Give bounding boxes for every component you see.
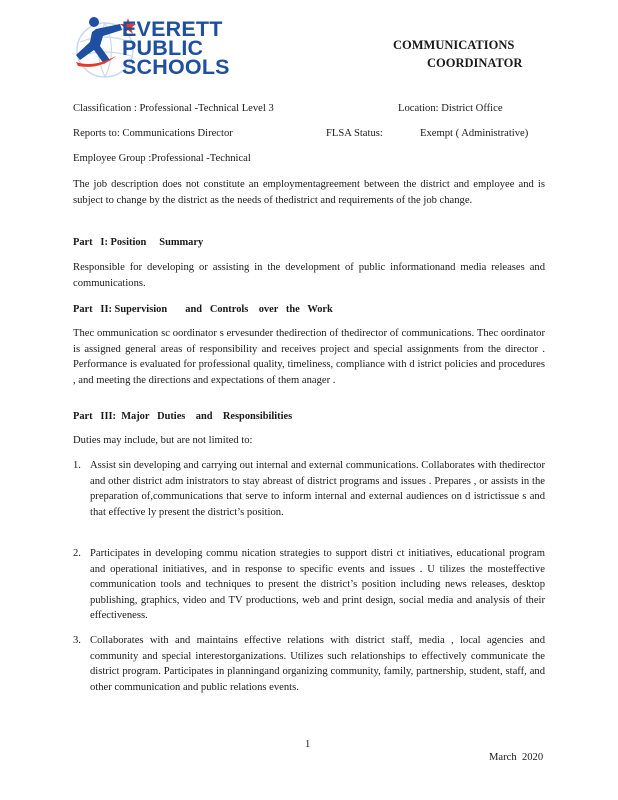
list-item-number: 3.: [73, 635, 81, 646]
part-1-heading: Part I: Position Summary: [73, 237, 204, 248]
part-1-body: Responsible for developing or assisting in the development of public informationand media releases and communications.: [73, 262, 545, 289]
logo-line-1: EVERETT: [122, 17, 223, 41]
list-item: [73, 546, 545, 624]
job-title-line-1: COMMUNICATIONS: [393, 38, 515, 52]
list-item-number: 1.: [73, 460, 81, 471]
list-item: [73, 633, 545, 695]
logo-line-3: SCHOOLS: [122, 55, 230, 79]
reports-to: Reports to: Communications Director: [73, 128, 233, 139]
disclaimer: The job description does not constitute an employmentagreement between the district and employee and is subject to change by the district as the needs of thedistrict and requirements of the job change.: [73, 179, 545, 206]
logo-line-2: PUBLIC: [122, 36, 204, 60]
list-item-text: Assist sin developing and carrying out internal and external communications. Collaborates with thedirector and other district adm inistrators to stay abreast of district programs and issues . Prepares , or assists in the preparation of,communications that serve to inform internal and external audiences on d istrictissue s and that effective ly present the district’s position.: [90, 460, 545, 518]
part-2-heading: Part II: Supervision and Controls over the Work: [73, 304, 333, 315]
part-3-intro: Duties may include, but are not limited to:: [73, 435, 253, 446]
footer-date: March 2020: [489, 752, 544, 763]
district-logo: [70, 12, 240, 80]
classification: Classification : Professional -Technical Level 3: [73, 103, 274, 114]
location: Location: District Office: [398, 103, 503, 114]
job-title-line-2: COORDINATOR: [427, 56, 523, 70]
part-3-heading: Part III: Major Duties and Responsibilities: [73, 411, 293, 422]
page-number: 1: [305, 739, 311, 750]
list-item-text: Participates in developing commu nication strategies to support distri ct initiatives, educational program and operational initiatives, and in response to specific events and issues . U tilizes the mosteffective communication tools and techniques to present the district’s position including news releases, desktop publishing, graphics, video and TV productions, web and print design, social media and analysis of their effectiveness.: [90, 548, 545, 622]
list-item: [73, 458, 545, 520]
flsa-label: FLSA Status:: [326, 128, 383, 139]
employee-group: Employee Group :Professional -Technical: [73, 153, 251, 164]
flsa-value: Exempt ( Administrative): [420, 128, 529, 139]
part-2-body: Thec ommunication sc oordinator s ervesunder thedirection of thedirector of communications. Thec oordinator is assigned general areas of responsibility and receives project and special assignments from the director . Performance is evaluated for professional quality, timeliness, compliance with d istrict policies and procedures , and meeting the directions and expectations of them anager .: [73, 328, 545, 386]
list-item-number: 2.: [73, 548, 81, 559]
list-item-text: Collaborates with and maintains effective relations with district staff, media , local agencies and community and special interestorganizations. Utilizes such relationships to effectively communicate the district program. Participates in planningand organizing community, family, partnership, student, staff, and other communication and public relations events.: [90, 635, 545, 693]
